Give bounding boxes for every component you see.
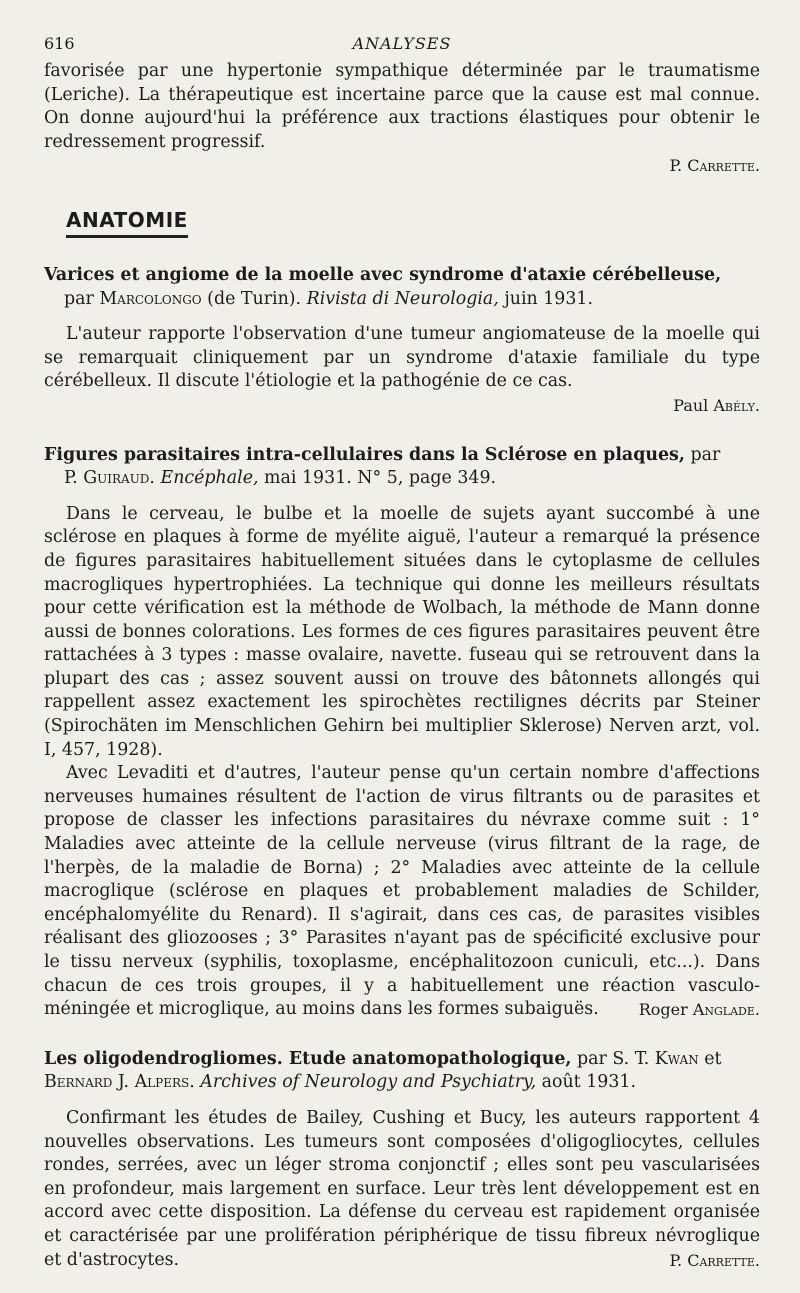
article-date: mai 1931. N° 5, page 349. bbox=[264, 468, 497, 489]
running-header bbox=[44, 26, 760, 60]
article-paragraph: Dans le cerveau, le bulbe et la moelle de sujets ayant succombé à une sclérose en plaques à forme de myélite aiguë, l'auteur a remarqué la présence de figures parasitaires habituellement situées dans le cytoplasme de cellules macrogliques hypertrophiées. La technique qui donne les meilleurs résultats pour cette vérification est la méthode de Wolbach, la méthode de Mann donne aussi de bonnes colorations. Les formes de ces figures parasitaires peuvent être rattachées à 3 types : masse ovalaire, navette. fuseau qui se retrouvent dans la plupart des cas ; assez souvent aussi on trouve des bâtonnets allongés qui rappellent assez exactement les spirochètes rectilignes décrits par Steiner (Spirochäten im Menschlichen Gehirn bei multiplier Sklerose) Nerven arzt, vol. I, 457, 1928). bbox=[44, 503, 760, 760]
article-paragraph: Avec Levaditi et d'autres, l'auteur pense qu'un certain nombre d'affections nerveuses humaines résultent de l'action de virus filtrants ou de parasites et propose de classer les infections parasitaires du névraxe comme suit : 1° Maladies avec atteinte de la cellule nerveuse (virus filtrant de la rage, de l'herpès, de la maladie de Borna) ; 2° Maladies avec atteinte de la cellule macroglique (sclérose en plaques et probablement maladies de Schilder, encéphalomyélite du Renard). Il s'agirait, dans ces cas, de parasites visibles réalisant des gliozooses ; 3° Parasites n'ayant pas de spécificité exclusive pour le tissu nerveux (syphilis, toxoplasme, encéphalitozoon cuniculi, etc...). Dans chacun de ces trois groupes, il y a habituellement une réaction vasculo-méningée et microglique, au moins dans les formes subaiguës. bbox=[44, 763, 760, 1020]
article-author: Marcolongo bbox=[99, 288, 202, 309]
article-affiliation: (de Turin). bbox=[207, 288, 302, 309]
article-journal: Encéphale, bbox=[160, 468, 259, 489]
article-date: juin 1931. bbox=[504, 288, 594, 309]
article-paragraph: Confirmant les études de Bailey, Cushing et Bucy, les auteurs rapportent 4 nouvelles observations. Les tumeurs sont composées d'oligogliocytes, cellules rondes, serrées, avec un léger stroma conjonctif ; elles sont peu vascularisées en profondeur, mais largement en surface. Leur très lent développement est en accord avec cette disposition. La défense du cerveau est rapidement organisée et caractérisée par une prolifération périphérique de tissu fibreux névroglique et d'astrocytes. bbox=[44, 1107, 760, 1270]
article-journal: Rivista di Neurologia, bbox=[306, 288, 499, 309]
article-reviewer: Paul Abély. bbox=[673, 395, 760, 415]
article-oligodendrogliomes bbox=[44, 1048, 760, 1272]
previous-article-continuation bbox=[44, 60, 760, 178]
article-varices bbox=[44, 264, 760, 418]
article-heading: Les oligodendrogliomes. Etude anatomopathologique, par S. T. Kwan et Bernard J. Alpers. Archives of Neurology and Psychiatry, août 1931. bbox=[44, 1048, 722, 1093]
previous-article-text: favorisée par une hypertonie sympathique déterminée par le traumatisme (Leriche). La thérapeutique est incertaine parce que la cause est mal connue. On donne aujourd'hui la préférence aux tractions élastiques pour obtenir le redressement progressif. bbox=[44, 61, 760, 152]
article-heading: Varices et angiome de la moelle avec syndrome d'ataxie cérébelleuse, par Marcolongo (de Turin). Rivista di Neurologia, juin 1931. bbox=[44, 264, 722, 309]
article-title: Figures parasitaires intra-cellulaires dans la Sclérose en plaques, bbox=[44, 444, 685, 465]
article-title: Les oligodendrogliomes. Etude anatomopathologique, bbox=[44, 1048, 572, 1069]
previous-article-signature: P. Carrette. bbox=[669, 156, 760, 176]
article-heading: Figures parasitaires intra-cellulaires dans la Sclérose en plaques, par P. Guiraud. Encéphale, mai 1931. N° 5, page 349. bbox=[44, 444, 721, 489]
article-author: Guiraud. bbox=[83, 468, 155, 489]
article-reviewer: Roger Anglade. bbox=[638, 1000, 760, 1020]
article-date: août 1931. bbox=[541, 1072, 636, 1093]
article-author-2: Bernard J. Alpers. bbox=[44, 1072, 195, 1093]
article-figures-parasitaires bbox=[44, 444, 760, 1022]
article-title: Varices et angiome de la moelle avec syndrome d'ataxie cérébelleuse, bbox=[44, 264, 722, 285]
article-paragraph: L'auteur rapporte l'observation d'une tumeur angiomateuse de la moelle qui se remarquait cliniquement par un syndrome d'ataxie familiale du type cérébelleux. Il discute l'étiologie et la pathogénie de ce cas. bbox=[44, 324, 760, 392]
article-author: S. T. Kwan bbox=[612, 1048, 699, 1069]
page-number: 616 bbox=[44, 34, 75, 53]
running-title: ANALYSES bbox=[352, 34, 452, 53]
section-title: ANATOMIE bbox=[66, 208, 188, 238]
article-journal: Archives of Neurology and Psychiatry, bbox=[200, 1072, 537, 1093]
article-reviewer: P. Carrette. bbox=[669, 1250, 760, 1270]
